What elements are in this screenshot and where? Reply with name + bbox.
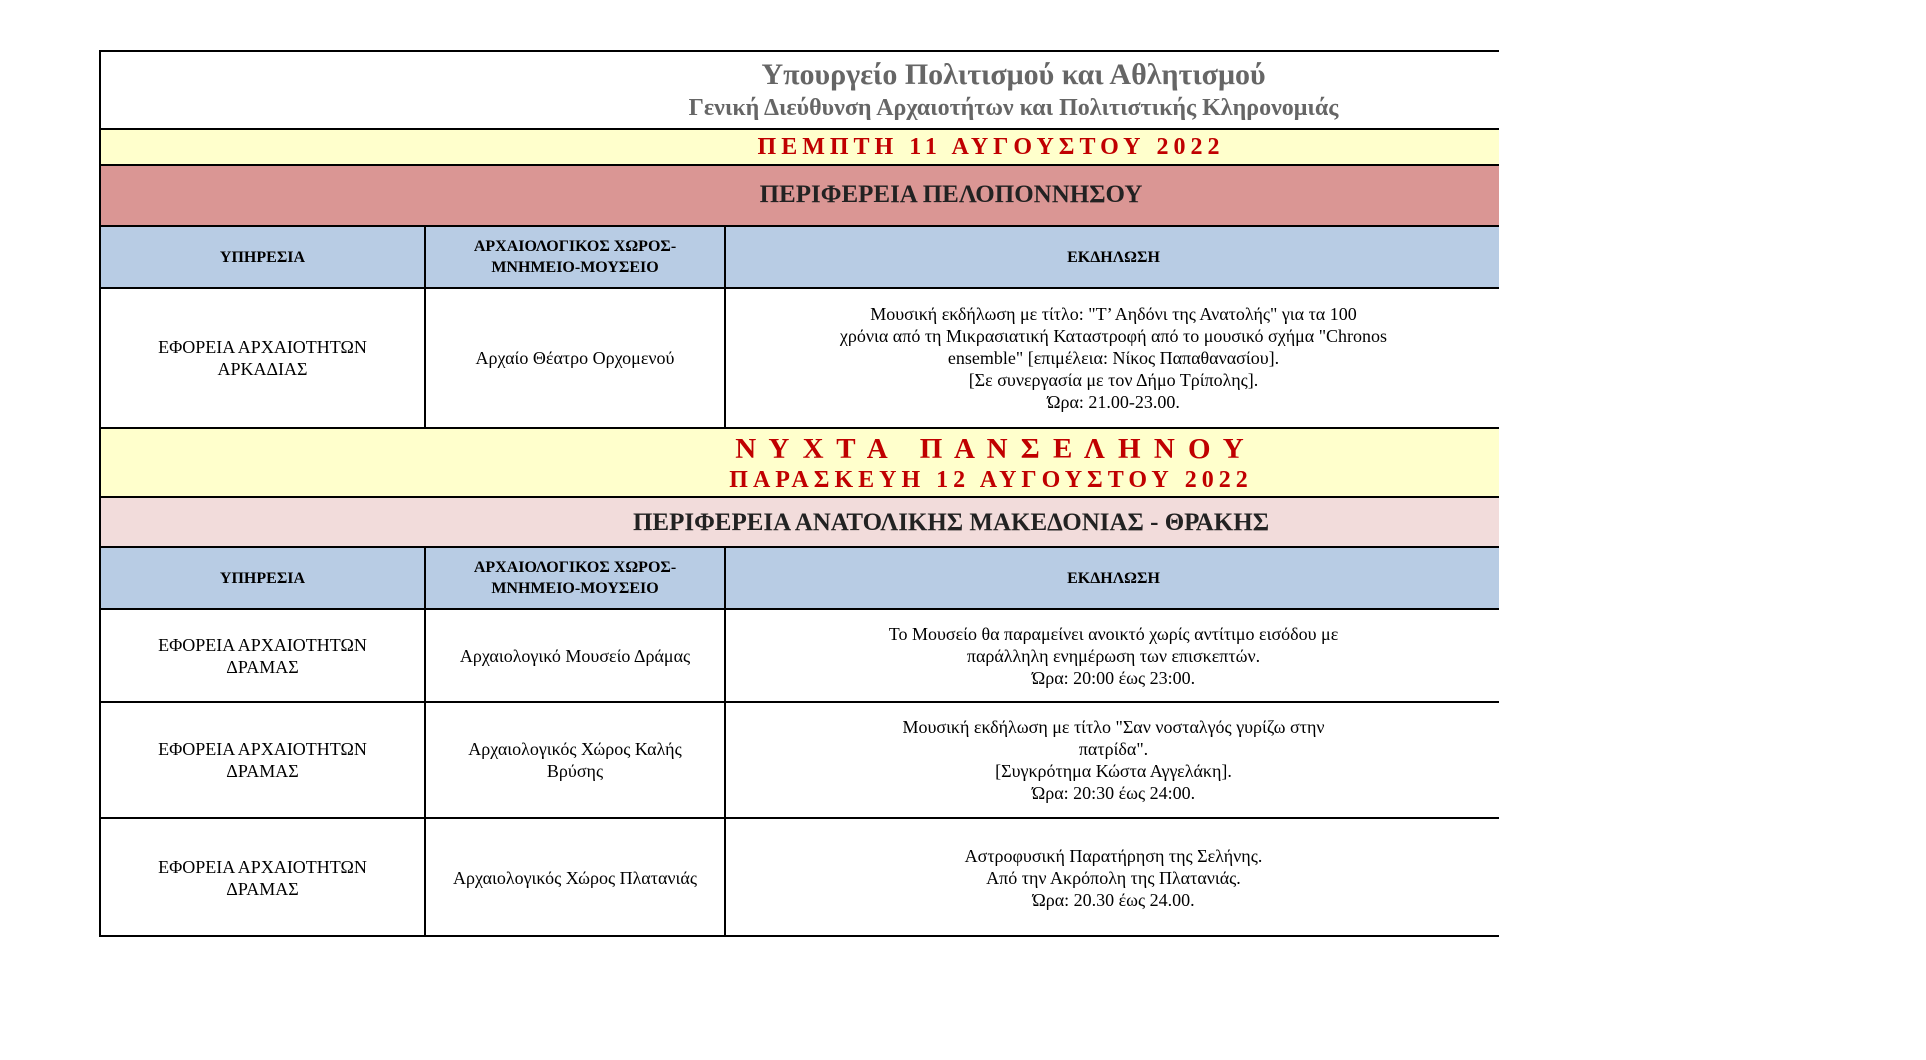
service-line: ΕΦΟΡΕΙΑ ΑΡΧΑΙΟΤΗΤΩΝ xyxy=(158,739,367,759)
column-header-row xyxy=(99,225,1499,287)
date-thursday: ΠΕΜΠΤΗ 11 ΑΥΓΟΥΣΤΟΥ 2022 xyxy=(757,134,1225,160)
service-line: ΕΦΟΡΕΙΑ ΑΡΧΑΙΟΤΗΤΩΝ xyxy=(158,634,367,655)
table-row xyxy=(99,701,1499,817)
service-line: ΑΡΚΑΔΙΑΣ xyxy=(217,359,308,379)
site-line: Αρχαιολογικό Μουσείο Δράμας xyxy=(459,645,691,666)
directorate-title: Γενική Διεύθυνση Αρχαιοτήτων και Πολιτιστικής Κληρονομιάς xyxy=(688,95,1339,121)
event-cell xyxy=(726,819,1501,937)
table-bottom-border xyxy=(99,935,1499,937)
event-line: Ώρα: 20.30 έως 24.00. xyxy=(1032,890,1195,910)
event-cell xyxy=(726,703,1501,817)
event-line: χρόνια από τη Μικρασιατική Καταστροφή από το μουσικό σχήμα "Chronos xyxy=(839,326,1388,346)
column-header-row xyxy=(99,546,1499,608)
event-line: Μουσική εκδήλωση με τίτλο: "Τ’ Αηδόνι της Ανατολής" για τα 100 xyxy=(870,304,1357,324)
table-row xyxy=(99,608,1499,701)
date-band-thursday xyxy=(99,128,1499,164)
service-line: ΔΡΑΜΑΣ xyxy=(226,761,299,781)
event-line: πατρίδα". xyxy=(1078,739,1149,759)
event-cell xyxy=(726,610,1501,701)
site-cell xyxy=(426,703,726,817)
service-line: ΔΡΑΜΑΣ xyxy=(226,879,299,899)
document-sheet xyxy=(99,50,1388,937)
column-header-event xyxy=(726,227,1501,287)
column-header-event xyxy=(726,548,1501,608)
table-row xyxy=(99,287,1499,427)
event-line: [Σε συνεργασία με τον Δήμο Τρίπολης]. xyxy=(968,370,1259,390)
site-line: Βρύσης xyxy=(546,761,604,781)
region-band-east-macedonia xyxy=(99,496,1499,546)
event-cell xyxy=(726,289,1501,427)
table-row xyxy=(99,817,1499,937)
column-header-site-line: ΑΡΧΑΙΟΛΟΓΙΚΟΣ ΧΩΡΟΣ- xyxy=(473,559,677,576)
column-header-service: ΥΠΗΡΕΣΙΑ xyxy=(101,548,426,608)
region-peloponnese: ΠΕΡΙΦΕΡΕΙΑ ΠΕΛΟΠΟΝΝΗΣΟΥ xyxy=(759,181,1143,208)
event-line: ensemble" [επιμέλεια: Νίκος Παπαθανασίου]. xyxy=(947,348,1280,368)
site-cell xyxy=(426,610,726,701)
event-line: Ώρα: 20:00 έως 23:00. xyxy=(1031,667,1196,688)
service-line: ΕΦΟΡΕΙΑ ΑΡΧΑΙΟΤΗΤΩΝ xyxy=(158,337,367,357)
event-line: Ώρα: 21.00-23.00. xyxy=(1047,392,1180,412)
service-line: ΔΡΑΜΑΣ xyxy=(226,656,299,677)
service-cell xyxy=(101,819,426,937)
event-line: παράλληλη ενημέρωση των επισκεπτών. xyxy=(966,645,1261,666)
site-cell xyxy=(426,819,726,937)
event-line: Αστροφυσική Παρατήρηση της Σελήνης. xyxy=(964,846,1263,866)
region-band-peloponnese xyxy=(99,164,1499,225)
column-header-site-line: ΜΝΗΜΕΙΟ-ΜΟΥΣΕΙΟ xyxy=(491,580,659,597)
column-header-event-label: ΕΚΔΗΛΩΣΗ xyxy=(1067,248,1160,266)
event-line: [Συγκρότημα Κώστα Αγγελάκη]. xyxy=(995,761,1232,781)
event-line: Ώρα: 20:30 έως 24:00. xyxy=(1031,783,1196,803)
column-header-site-line: ΑΡΧΑΙΟΛΟΓΙΚΟΣ ΧΩΡΟΣ- xyxy=(473,238,677,255)
column-header-site xyxy=(426,227,726,287)
date-friday: ΠΑΡΑΣΚΕΥΗ 12 ΑΥΓΟΥΣΤΟΥ 2022 xyxy=(729,467,1253,493)
event-line: Μουσική εκδήλωση με τίτλο "Σαν νοσταλγός γυρίζω στην xyxy=(902,717,1325,737)
service-cell xyxy=(101,703,426,817)
site-line: Αρχαιολογικός Χώρος Καλής xyxy=(468,739,682,759)
column-header-event-label: ΕΚΔΗΛΩΣΗ xyxy=(1067,569,1160,587)
full-moon-band xyxy=(99,427,1499,496)
column-header-site-line: ΜΝΗΜΕΙΟ-ΜΟΥΣΕΙΟ xyxy=(491,259,659,276)
service-cell xyxy=(101,610,426,701)
column-header-site xyxy=(426,548,726,608)
service-cell xyxy=(101,289,426,427)
full-moon-title: Ν Υ Χ Τ Α Π Α Ν Σ Ε Λ Η Ν Ο Υ xyxy=(735,433,1247,465)
event-line: Από την Ακρόπολη της Πλατανιάς. xyxy=(986,868,1241,888)
column-header-service: ΥΠΗΡΕΣΙΑ xyxy=(101,227,426,287)
service-line: ΕΦΟΡΕΙΑ ΑΡΧΑΙΟΤΗΤΩΝ xyxy=(158,857,367,877)
ministry-title: Υπουργείο Πολιτισμού και Αθλητισμού xyxy=(761,58,1266,91)
region-east-macedonia: ΠΕΡΙΦΕΡΕΙΑ ΑΝΑΤΟΛΙΚΗΣ ΜΑΚΕΔΟΝΙΑΣ - ΘΡΑΚΗΣ xyxy=(632,509,1270,536)
site-line: Αρχαιολογικός Χώρος Πλατανιάς xyxy=(453,868,697,888)
site-cell: Αρχαίο Θέατρο Ορχομενού xyxy=(426,289,726,427)
title-block xyxy=(99,50,1499,128)
event-line: Το Μουσείο θα παραμείνει ανοικτό χωρίς αντίτιμο εισόδου με xyxy=(888,623,1339,644)
